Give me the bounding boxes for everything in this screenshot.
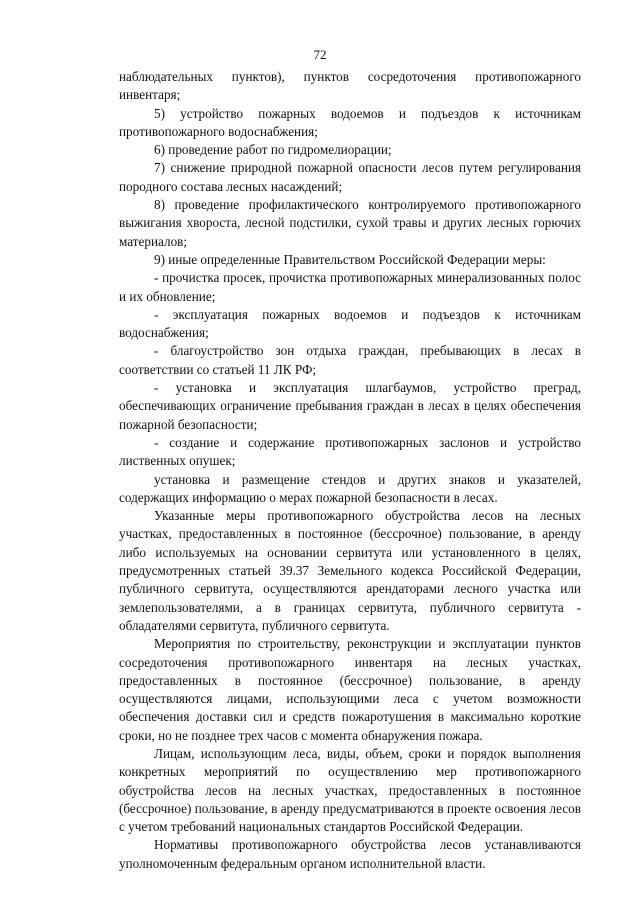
paragraph: 5) устройство пожарных водоемов и подъездов к источникам противопожарного водоснабжения; [119, 105, 581, 139]
paragraph: - эксплуатация пожарных водоемов и подъездов к источникам водоснабжения; [119, 306, 581, 341]
paragraph: установка и размещение стендов и других знаков и указателей, содержащих информацию о мерах пожарной безопасности в лесах. [119, 471, 581, 505]
paragraph: 7) снижение природной пожарной опасности лесов путем регулирования породного состава лесных насаждений; [119, 160, 581, 194]
paragraph: Мероприятия по строительству, реконструкции и эксплуатации пунктов сосредоточения противопожарного инвентаря на лесных участках, предоставленных в постоянное (бессрочное) пользование, в аренду осуществляются лицами, использующими леса с учетом возможности обеспечения доставки сил и средств пожаротушения в максимально короткие сроки, но не позднее трех часов с момента обнаружения пожара. [119, 636, 581, 743]
document-body [119, 68, 581, 873]
paragraph: - прочистка просек, прочистка противопожарных минерализованных полос и их обновление; [119, 270, 581, 304]
paragraph: - установка и эксплуатация шлагбаумов, устройство преград, обеспечивающих ограничение пребывания граждан в лесах в целях обеспечения пожарной безопасности; [119, 380, 581, 432]
paragraph: Лицам, использующим леса, виды, объем, сроки и порядок выполнения конкретных мероприятий по осуществлению мер противопожарного обустройства лесов на лесных участках, предоставленных в постоянное (бессрочное) пользование, в аренду предусматриваются в проекте освоения лесов с учетом требований национальных стандартов Российской Федерации. [119, 745, 581, 835]
paragraph: - создание и содержание противопожарных заслонов и устройство лиственных опушек; [119, 434, 581, 469]
paragraph: 9) иные определенные Правительством Российской Федерации меры: [154, 251, 546, 267]
page-number: 72 [313, 47, 327, 62]
paragraph: 8) проведение профилактического контролируемого противопожарного выжигания хвороста, лесной подстилки, сухой травы и других лесных горючих материалов; [119, 197, 581, 249]
paragraph: Нормативы противопожарного обустройства лесов устанавливаются уполномоченным федеральным органом исполнительной власти. [119, 837, 581, 871]
paragraph: 6) проведение работ по гидромелиорации; [154, 142, 392, 158]
paragraph: - благоустройство зон отдыха граждан, пребывающих в лесах в соответствии со статьей 11 ЛК РФ; [119, 343, 581, 377]
paragraph: наблюдательных пунктов), пунктов сосредоточения противопожарного инвентаря; [119, 69, 581, 103]
paragraph: Указанные меры противопожарного обустройства лесов на лесных участках, предоставленных в постоянное (бессрочное) пользование, в аренду либо используемых на основании сервитута или установленного в целях, предусмотренных статьей 39.37 Земельного кодекса Российской Федерации, публичного сервитута, осуществляются арендаторами лесного участка или землепользователями, а в границах сервитута, публичного сервитута - обладателями сервитута, публичного сервитута. [119, 508, 581, 633]
